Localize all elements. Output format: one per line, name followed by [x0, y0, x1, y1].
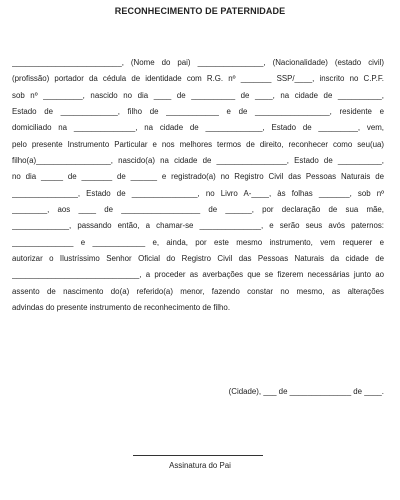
- body-line: _____________, passando então, a chamar-se ______________, e serão seus avós paternos:: [12, 221, 384, 231]
- body-line: domiciliado na ______________, na cidade de _____________, Estado de _________, vem,: [12, 123, 384, 133]
- body-line: no dia _____ de _______ de ______ e registrado(a) no Registro Civil das Pessoas Naturais de: [12, 172, 384, 182]
- date-line: (Cidade), ___ de ______________ de ____.: [228, 387, 384, 396]
- document-title: RECONHECIMENTO DE PATERNIDADE: [114, 6, 286, 16]
- body-line: Estado de _____________, filho de ____________ e de _________________, residente e: [12, 107, 384, 117]
- body-line: ________, aos ____ de __________________ de ______, por declaração de sua mãe,: [12, 205, 384, 215]
- body-line: pelo presente Instrumento Particular e nos melhores termos de direito, reconhecer como seu(ua): [12, 139, 384, 149]
- body-line: autorizar o Ilustríssimo Senhor Oficial do Registro Civil das Pessoas Naturais da cidade de: [12, 254, 384, 264]
- body-line: _______________, Estado de _______________, no Livro A-____, às folhas _______, sob nº: [12, 188, 384, 198]
- body-line: (profissão) portador da cédula de identidade com R.G. nº _______ SSP/____, inscrito no C.P.F.: [12, 74, 384, 84]
- body-line: filho(a)_________________, nascido(a) na cidade de ________________, Estado de __________,: [12, 156, 384, 166]
- body-line: _________________________, (Nome do pai) _______________, (Nacionalidade) (estado civil): [12, 58, 384, 67]
- document-body: [12, 55, 384, 317]
- body-line: assento de nascimento do(a) referido(a) menor, fazendo constar no mesmo, as alterações: [12, 286, 384, 296]
- body-line: sob nº _________, nascido no dia ____ de __________ de ____, na cidade de __________,: [12, 90, 384, 100]
- signature-label: Assinatura do Pai: [169, 461, 231, 470]
- signature-line: [133, 455, 263, 456]
- body-line: ______________ e ____________ e, ainda, por este mesmo instrumento, vem requerer e: [12, 237, 384, 247]
- body-line: _____________________________, a proceder as averbações que se fizerem necessárias junto ao: [12, 270, 384, 280]
- body-line-last: advindas do presente instrumento de reconhecimento de filho.: [12, 303, 231, 313]
